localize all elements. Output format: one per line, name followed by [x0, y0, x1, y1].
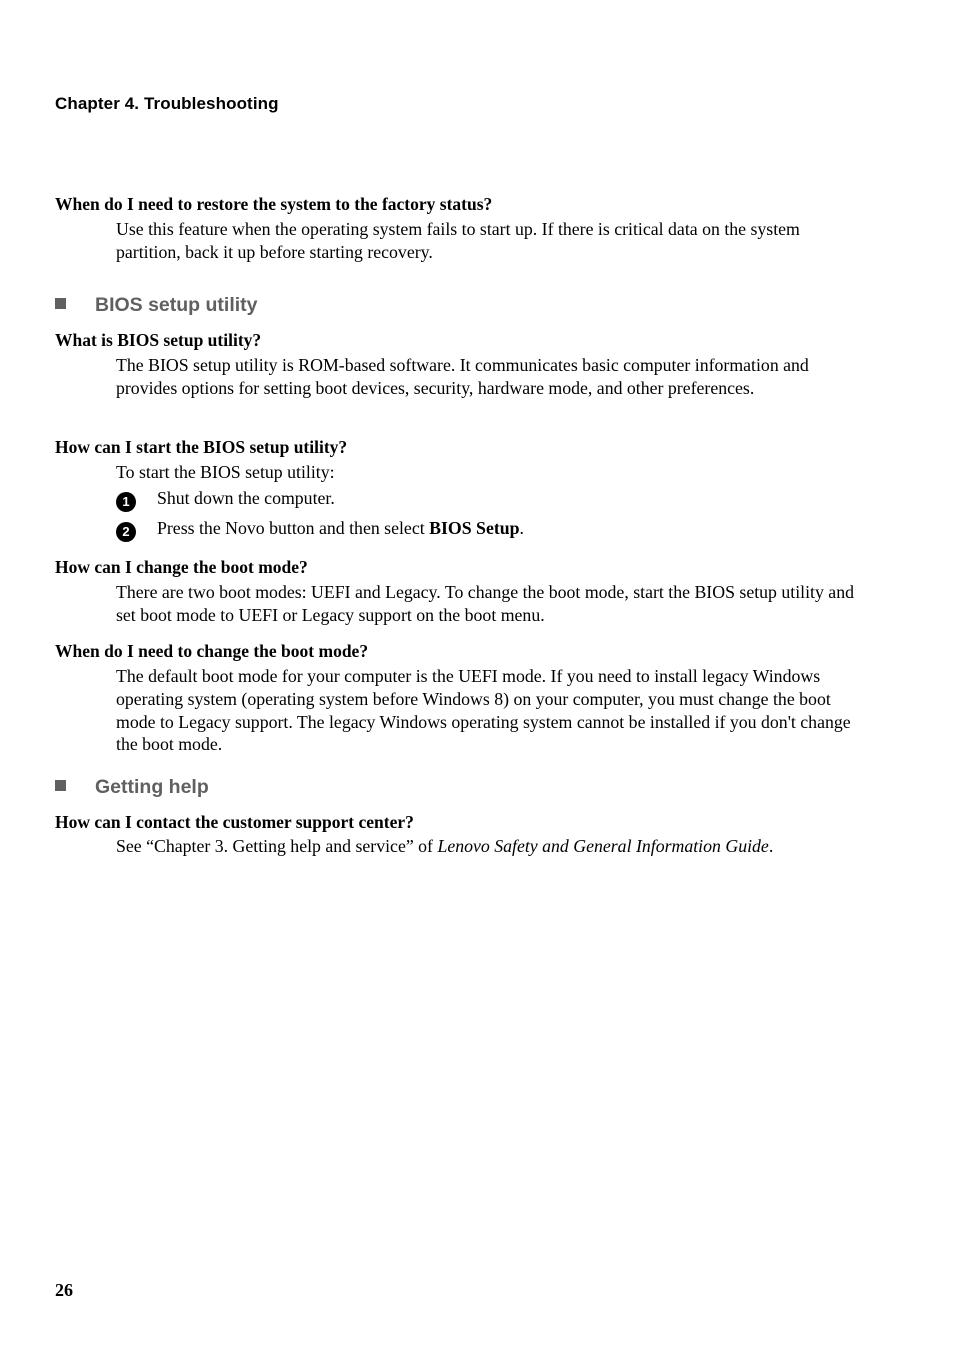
- help-section-heading: [55, 776, 209, 799]
- square-bullet-icon: [55, 298, 66, 309]
- step-2-text-before: Press the Novo button and then select: [157, 518, 430, 538]
- bios-section-title: BIOS setup utility: [95, 294, 258, 316]
- step-number-1-icon: 1: [116, 492, 136, 512]
- step-number-2-icon: 2: [116, 522, 136, 542]
- what-is-bios-answer: The BIOS setup utility is ROM-based software. It communicates basic computer information and provides options for setting boot devices, security, hardware mode, and other preferences.: [116, 355, 809, 398]
- bios-setup-label: BIOS Setup: [429, 518, 520, 538]
- when-change-boot-mode-question: When do I need to change the boot mode?: [55, 641, 369, 661]
- guide-title: Lenovo Safety and General Information Guide: [437, 836, 769, 856]
- restore-answer: Use this feature when the operating system fails to start up. If there is critical data on the system partition, back it up before starting recovery.: [116, 219, 800, 262]
- square-bullet-icon: [55, 780, 66, 791]
- what-is-bios-question: What is BIOS setup utility?: [55, 330, 262, 350]
- bios-section-heading: [55, 294, 258, 317]
- page-number: 26: [55, 1280, 73, 1300]
- start-bios-question: How can I start the BIOS setup utility?: [55, 437, 348, 457]
- step-2: [116, 517, 524, 542]
- chapter-title: Chapter 4. Troubleshooting: [55, 94, 279, 113]
- change-boot-mode-question: How can I change the boot mode?: [55, 557, 308, 577]
- change-boot-mode-answer: There are two boot modes: UEFI and Legacy. To change the boot mode, start the BIOS setup utility and set boot mode to UEFI or Legacy support on the boot menu.: [116, 582, 854, 625]
- help-section-title: Getting help: [95, 776, 209, 798]
- start-bios-intro: To start the BIOS setup utility:: [116, 462, 335, 482]
- contact-support-text-after: .: [768, 836, 774, 856]
- restore-question: When do I need to restore the system to the factory status?: [55, 194, 493, 214]
- step-1: [116, 487, 335, 512]
- contact-support-answer: [116, 835, 868, 858]
- when-change-boot-mode-answer: The default boot mode for your computer is the UEFI mode. If you need to install legacy Windows operating system (operating system before Windows 8) on your computer, you must change the boot mode to Legacy support. The legacy Windows operating system cannot be installed if you don't change the boot mode.: [116, 666, 851, 755]
- contact-support-text-before: See “Chapter 3. Getting help and service” of: [116, 836, 438, 856]
- contact-support-question: How can I contact the customer support center?: [55, 812, 414, 832]
- step-1-text: Shut down the computer.: [157, 488, 335, 508]
- step-2-text-after: .: [519, 518, 524, 538]
